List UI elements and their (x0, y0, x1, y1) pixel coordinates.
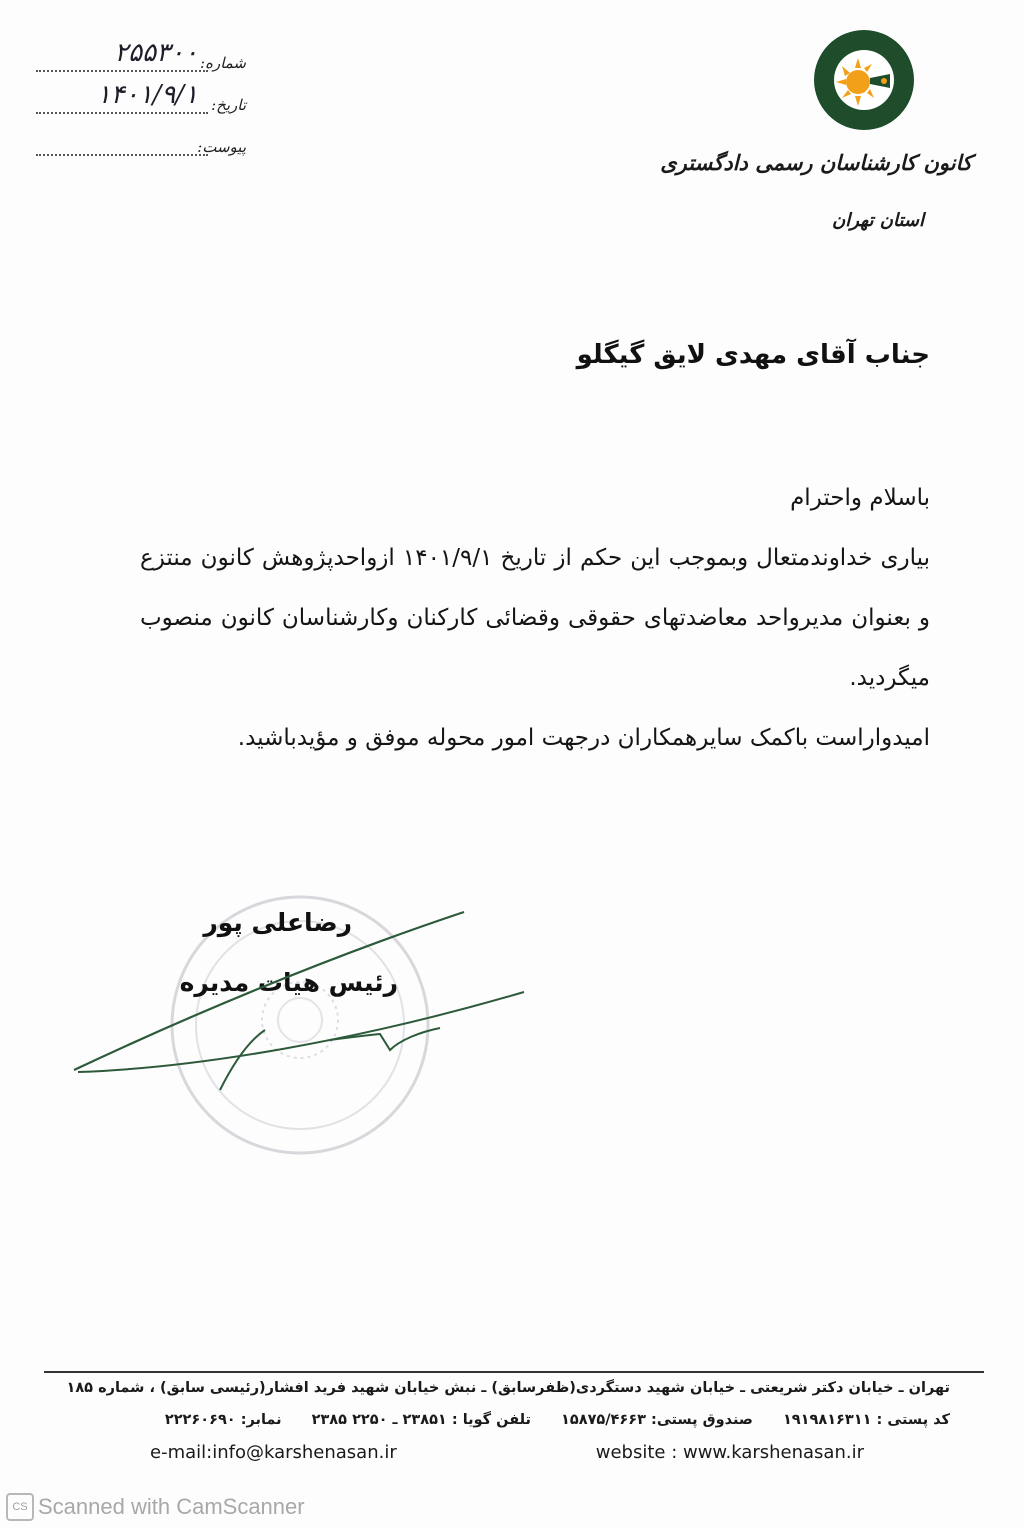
letter-closing: امیدواراست باکمک سایرهمکاران درجهت امور محوله موفق و مؤیدباشید. (237, 725, 930, 751)
camscanner-watermark (6, 1493, 305, 1521)
meta-number-row (36, 30, 246, 72)
meta-date-line (36, 82, 208, 114)
organization-province: استان تهران (832, 210, 924, 231)
handwritten-signature-icon (60, 900, 540, 1100)
footer-contacts (165, 1412, 950, 1428)
footer-email: e-mail:info@karshenasan.ir (150, 1442, 397, 1463)
meta-date-value: ۱۴۰۱/۹/۱ (96, 80, 198, 110)
footer-website: website : www.karshenasan.ir (595, 1442, 864, 1463)
meta-number-value: ۲۵۵۳۰۰ (114, 38, 198, 68)
signer-title: رئیس هیات مدیره (179, 968, 398, 997)
meta-date-label: تاریخ: (211, 96, 246, 114)
recipient-line: جناب آقای مهدی لایق گیگلو (576, 340, 930, 370)
meta-attachment-row (36, 114, 246, 156)
letter-meta (36, 30, 246, 156)
letter-paragraph: بیاری خداوندمتعال وبموجب این حکم از تاریخ ۱۴۰۱/۹/۱ ازواحدپژوهش کانون منتزع و بعنوان مدیرواحد معاضدتهای حقوقی وقضائی کارکنان وکارشناسان کانون منصوب میگردید. (140, 545, 930, 691)
meta-number-line (36, 40, 208, 72)
organization-logo-icon (812, 28, 916, 132)
letter-greeting: باسلام واحترام (790, 485, 930, 511)
footer-phone: تلفن گویا : ۲۳۸۵۱ ـ ۲۲۵۰ ۲۳۸۵ (311, 1412, 532, 1428)
meta-date-row (36, 72, 246, 114)
footer-address: تهران ـ خیابان دکتر شریعتی ـ خیابان شهید دستگردی(ظفرسابق) ـ نبش خیابان شهید فرید افشار(رئیسی سابق) ، شماره ۱۸۵ (66, 1380, 950, 1396)
footer-fax: نمابر: ۲۲۲۶۰۶۹۰ (164, 1412, 282, 1428)
camscanner-text: Scanned with CamScanner (38, 1494, 305, 1519)
footer-postal-code: کد پستی : ۱۹۱۹۸۱۶۳۱۱ (782, 1412, 950, 1428)
footer-divider (44, 1371, 984, 1373)
meta-attachment-label: پیوست: (197, 138, 246, 156)
meta-attachment-line (36, 124, 208, 156)
organization-name: کانون کارشناسان رسمی دادگستری (660, 150, 972, 175)
footer-web-row (150, 1442, 864, 1463)
letter-body (140, 468, 930, 768)
signer-name: رضاعلی پور (203, 908, 352, 937)
meta-number-label: شماره: (200, 54, 246, 72)
footer-po-box: صندوق پستی: ۱۵۸۷۵/۴۶۶۳ (561, 1412, 753, 1428)
camscanner-badge-icon: CS (6, 1493, 34, 1521)
